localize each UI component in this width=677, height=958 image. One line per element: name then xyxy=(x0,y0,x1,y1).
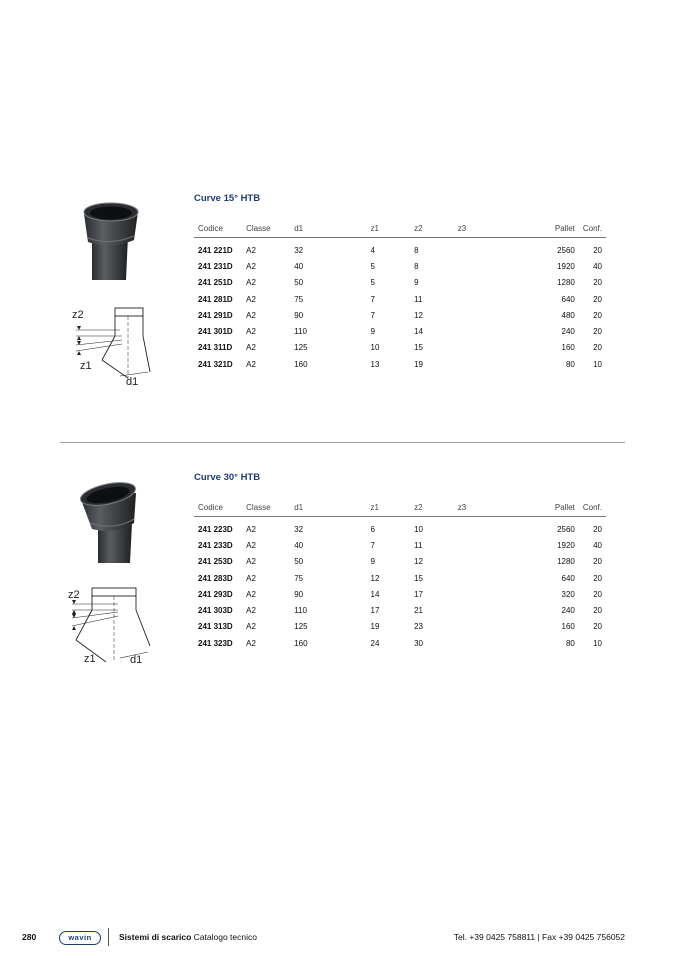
cell-d1: 75 xyxy=(294,294,304,304)
cell-codice: 241 321D xyxy=(198,359,233,369)
table-header-row xyxy=(194,220,606,238)
cell-pallet: 1280 xyxy=(557,557,575,567)
cell-pallet: 320 xyxy=(561,589,575,599)
cell-z2: 14 xyxy=(414,327,423,337)
cell-classe: A2 xyxy=(246,638,256,648)
col-z3: z3 xyxy=(454,499,521,517)
cell-z2: 15 xyxy=(414,343,423,353)
cell-z1: 5 xyxy=(370,278,375,288)
cell-z1: 6 xyxy=(370,524,375,534)
cell-classe: A2 xyxy=(246,261,256,271)
cell-z1: 24 xyxy=(370,638,380,648)
cell-codice: 241 231D xyxy=(198,261,233,271)
z1-label: z1 xyxy=(84,653,96,665)
col-z2: z2 xyxy=(410,220,454,238)
col-conf: Conf. xyxy=(579,499,606,517)
cell-classe: A2 xyxy=(246,278,256,288)
col-z2: z2 xyxy=(410,499,454,517)
table-row xyxy=(194,323,606,339)
cell-d1: 90 xyxy=(294,310,304,320)
cell-d1: 40 xyxy=(294,261,304,271)
cell-z2: 11 xyxy=(414,294,423,304)
cell-classe: A2 xyxy=(246,573,256,583)
pipe-bend-15-photo xyxy=(76,200,146,282)
cell-z2: 30 xyxy=(414,638,423,648)
spec-table xyxy=(194,499,606,651)
cell-classe: A2 xyxy=(246,327,256,337)
cell-classe: A2 xyxy=(246,310,256,320)
cell-z1: 13 xyxy=(370,359,380,369)
d1-label: d1 xyxy=(126,376,139,388)
cell-codice: 241 301D xyxy=(198,327,233,337)
cell-d1: 160 xyxy=(294,359,308,369)
cell-z3 xyxy=(454,602,521,618)
cell-conf: 20 xyxy=(593,278,602,288)
cell-conf: 20 xyxy=(593,245,602,255)
col-d1: d1 xyxy=(290,499,366,517)
cell-conf: 20 xyxy=(593,573,602,583)
table-row xyxy=(194,586,606,602)
page-footer xyxy=(0,930,677,946)
cell-z3 xyxy=(454,258,521,274)
cell-z3 xyxy=(454,275,521,291)
section-title: Curve 30° HTB xyxy=(194,472,261,483)
cell-z2: 12 xyxy=(414,557,423,567)
cell-conf: 20 xyxy=(593,606,602,616)
z2-label: z2 xyxy=(68,589,80,601)
cell-z2: 8 xyxy=(414,261,419,271)
cell-codice: 241 293D xyxy=(198,589,233,599)
cell-pallet: 1280 xyxy=(557,278,575,288)
cell-conf: 40 xyxy=(593,261,602,271)
cell-classe: A2 xyxy=(246,245,256,255)
cell-d1: 50 xyxy=(294,278,304,288)
cell-codice: 241 281D xyxy=(198,294,233,304)
cell-classe: A2 xyxy=(246,359,256,369)
cell-z1: 7 xyxy=(370,294,375,304)
cell-classe: A2 xyxy=(246,622,256,632)
cell-d1: 110 xyxy=(294,327,307,337)
footer-divider xyxy=(108,928,109,946)
cell-z3 xyxy=(454,517,521,538)
table-row xyxy=(194,635,606,651)
cell-codice: 241 303D xyxy=(198,606,233,616)
cell-z2: 9 xyxy=(414,278,419,288)
cell-z3 xyxy=(454,570,521,586)
cell-d1: 160 xyxy=(294,638,308,648)
cell-d1: 110 xyxy=(294,606,307,616)
cell-pallet: 160 xyxy=(561,622,575,632)
cell-d1: 125 xyxy=(294,622,308,632)
cell-z1: 7 xyxy=(370,310,375,320)
cell-z3 xyxy=(454,356,521,372)
cell-pallet: 640 xyxy=(561,294,575,304)
cell-pallet: 2560 xyxy=(557,524,575,534)
cell-conf: 20 xyxy=(593,327,602,337)
cell-z2: 8 xyxy=(414,245,419,255)
cell-pallet: 640 xyxy=(561,573,575,583)
cell-z3 xyxy=(454,238,521,259)
cell-d1: 32 xyxy=(294,245,304,255)
cell-codice: 241 251D xyxy=(198,278,233,288)
d1-label: d1 xyxy=(130,654,143,666)
cell-d1: 50 xyxy=(294,557,304,567)
spec-table xyxy=(194,220,606,372)
cell-z3 xyxy=(454,537,521,553)
table-row xyxy=(194,238,606,259)
cell-d1: 90 xyxy=(294,589,304,599)
cell-z3 xyxy=(454,619,521,635)
cell-codice: 241 323D xyxy=(198,638,233,648)
cell-codice: 241 253D xyxy=(198,557,233,567)
table-row xyxy=(194,258,606,274)
cell-z2: 17 xyxy=(414,589,423,599)
cell-conf: 20 xyxy=(593,557,602,567)
cell-codice: 241 283D xyxy=(198,573,233,583)
cell-conf: 20 xyxy=(593,622,602,632)
cell-conf: 20 xyxy=(593,294,602,304)
cell-classe: A2 xyxy=(246,540,256,550)
pipe-bend-30-photo xyxy=(76,479,146,564)
cell-z2: 23 xyxy=(414,622,423,632)
contact-info: Tel. +39 0425 758811 | Fax +39 0425 756052 xyxy=(453,932,625,942)
cell-conf: 40 xyxy=(593,540,602,550)
cell-z3 xyxy=(454,586,521,602)
cell-pallet: 80 xyxy=(565,638,575,648)
cell-z2: 12 xyxy=(414,310,423,320)
cell-pallet: 2560 xyxy=(557,245,575,255)
cell-z3 xyxy=(454,340,521,356)
table-row xyxy=(194,356,606,372)
table-row xyxy=(194,340,606,356)
cell-classe: A2 xyxy=(246,606,256,616)
table-row xyxy=(194,291,606,307)
col-d1: d1 xyxy=(290,220,366,238)
cell-z2: 11 xyxy=(414,540,423,550)
table-row xyxy=(194,602,606,618)
col-pallet: Pallet xyxy=(520,220,579,238)
col-codice: Codice xyxy=(194,220,242,238)
page-number: 280 xyxy=(22,932,37,942)
cell-conf: 20 xyxy=(593,343,602,353)
cell-classe: A2 xyxy=(246,294,256,304)
cell-classe: A2 xyxy=(246,557,256,567)
section-title: Curve 15° HTB xyxy=(194,193,261,204)
cell-z1: 5 xyxy=(370,261,375,271)
cell-z1: 4 xyxy=(370,245,375,255)
col-codice: Codice xyxy=(194,499,242,517)
cell-d1: 32 xyxy=(294,524,304,534)
cell-conf: 20 xyxy=(593,589,602,599)
cell-classe: A2 xyxy=(246,343,256,353)
pipe-bend-15-drawing xyxy=(62,302,162,392)
cell-classe: A2 xyxy=(246,589,256,599)
col-conf: Conf. xyxy=(579,220,606,238)
cell-pallet: 240 xyxy=(561,606,575,616)
z2-label: z2 xyxy=(72,309,84,321)
cell-z1: 10 xyxy=(370,343,380,353)
cell-z3 xyxy=(454,291,521,307)
cell-z1: 7 xyxy=(370,540,375,550)
table-row xyxy=(194,619,606,635)
cell-conf: 20 xyxy=(593,524,602,534)
table-header-row xyxy=(194,499,606,517)
cell-codice: 241 223D xyxy=(198,524,233,534)
cell-z2: 15 xyxy=(414,573,423,583)
cell-conf: 20 xyxy=(593,310,602,320)
cell-pallet: 160 xyxy=(561,343,575,353)
z1-label: z1 xyxy=(80,360,92,372)
col-classe: Classe xyxy=(242,499,290,517)
section-divider xyxy=(60,442,625,443)
pipe-bend-30-drawing xyxy=(62,582,162,672)
cell-z3 xyxy=(454,554,521,570)
table-row xyxy=(194,517,606,538)
cell-z1: 17 xyxy=(370,606,380,616)
cell-z1: 12 xyxy=(370,573,380,583)
table-row xyxy=(194,537,606,553)
catalog-title xyxy=(119,932,257,942)
cell-conf: 10 xyxy=(593,638,602,648)
cell-z1: 9 xyxy=(370,327,375,337)
cell-codice: 241 311D xyxy=(198,343,233,353)
table-row xyxy=(194,570,606,586)
cell-pallet: 1920 xyxy=(557,261,575,271)
cell-classe: A2 xyxy=(246,524,256,534)
table-row xyxy=(194,275,606,291)
cell-z3 xyxy=(454,323,521,339)
cell-z2: 21 xyxy=(414,606,423,616)
cell-codice: 241 233D xyxy=(198,540,233,550)
catalog-title-bold: Sistemi di scarico xyxy=(119,932,192,942)
cell-z2: 19 xyxy=(414,359,423,369)
cell-codice: 241 313D xyxy=(198,622,233,632)
cell-pallet: 1920 xyxy=(557,540,575,550)
col-pallet: Pallet xyxy=(520,499,579,517)
cell-conf: 10 xyxy=(593,359,602,369)
cell-codice: 241 291D xyxy=(198,310,233,320)
col-classe: Classe xyxy=(242,220,290,238)
cell-pallet: 240 xyxy=(561,327,575,337)
wavin-logo: wavin xyxy=(59,931,101,945)
cell-z3 xyxy=(454,307,521,323)
cell-pallet: 480 xyxy=(561,310,575,320)
cell-codice: 241 221D xyxy=(198,245,233,255)
table-row xyxy=(194,554,606,570)
cell-z3 xyxy=(454,635,521,651)
col-z1: z1 xyxy=(367,499,411,517)
cell-d1: 125 xyxy=(294,343,308,353)
table-row xyxy=(194,307,606,323)
cell-d1: 75 xyxy=(294,573,304,583)
cell-pallet: 80 xyxy=(565,359,575,369)
cell-z1: 19 xyxy=(370,622,380,632)
col-z1: z1 xyxy=(367,220,411,238)
cell-z1: 14 xyxy=(370,589,380,599)
col-z3: z3 xyxy=(454,220,521,238)
cell-z1: 9 xyxy=(370,557,375,567)
cell-z2: 10 xyxy=(414,524,423,534)
catalog-title-rest: Catalogo tecnico xyxy=(191,932,257,942)
cell-d1: 40 xyxy=(294,540,304,550)
